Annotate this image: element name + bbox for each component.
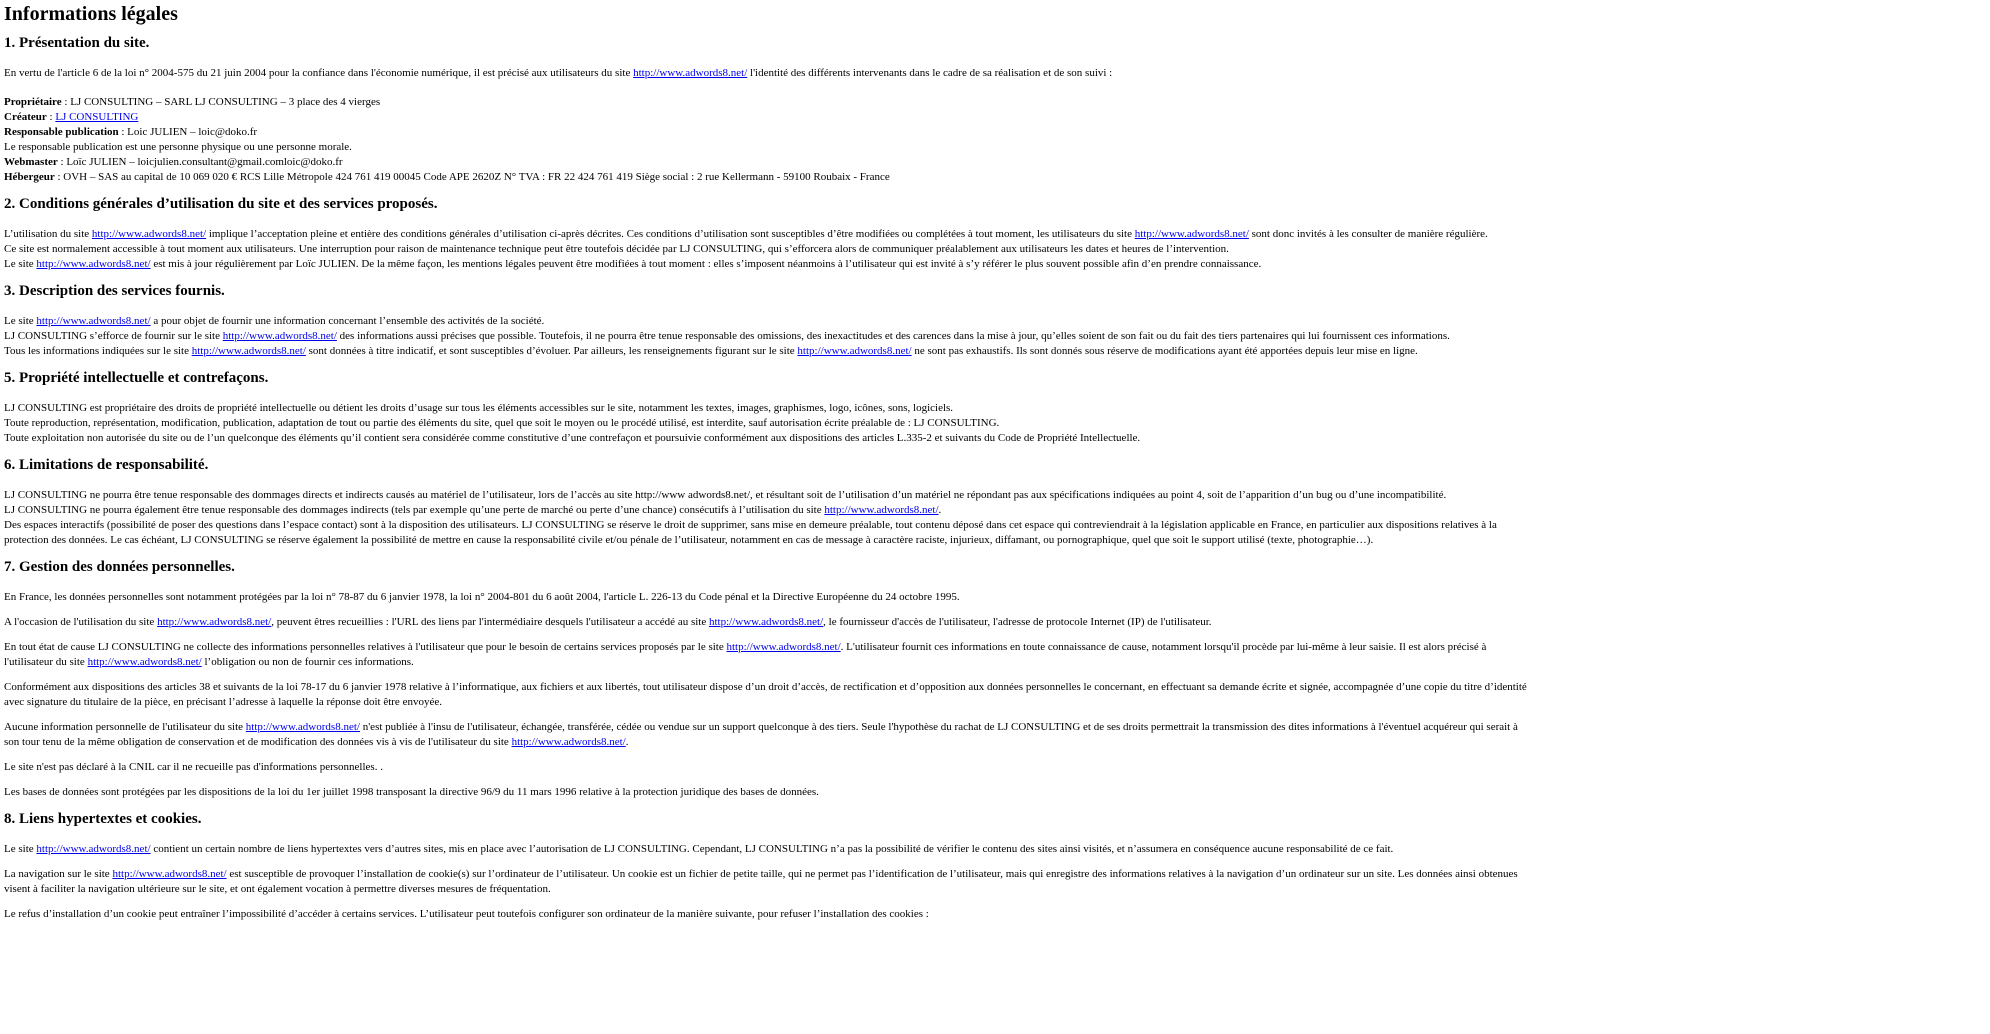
owner-line: Propriétaire : LJ CONSULTING – SARL LJ CONSULTING – 3 place des 4 vierges <box>4 96 381 108</box>
site-link[interactable]: http://www.adwords8.net/ <box>511 736 626 748</box>
cookies-paragraph: Le refus d’installation d’un cookie peut entraîner l’impossibilité d’accéder à certains services. L’utilisateur peut toutefois configurer son ordinateur de la manière suivante, pour refuser l’installation des cookies : <box>4 908 929 920</box>
liability-paragraph: LJ CONSULTING ne pourra être tenue responsable des dommages directs et indirects causés au matériel de l’utilisateur, lors de l’accès au site http://www adwords8.net/, et résultant soit de l’utilisation d’un matériel ne répondant pas aux spécifications indiquées au point 4, soit de l’apparition d’un bug ou d’une incompatibilité. LJ CONSULTING ne pourra également être tenue responsable des dommages indirects (tels par exemple qu’une perte de marché ou perte d’une chance) consécutifs à l’utilisation du site http://www.adwords8.net/. Des espaces interactifs (possibilité de poser des questions dans l’espace contact) sont à la disposition des utilisateurs. LJ CONSULTING se réserve le droit de supprimer, sans mise en demeure préalable, tout contenu déposé dans cet espace qui contreviendrait à la législation applicable en France, en particulier aux dispositions relatives à la protection des données. Le cas échéant, LJ CONSULTING se réserve également la possibilité de mettre en cause la responsabilité civile et/ou pénale de l’utilisateur, notamment en cas de message à caractère raciste, injurieux, diffamant, ou pornographique, quel que soit le support utilisé (texte, photographie…). <box>4 489 1497 546</box>
site-link[interactable]: http://www.adwords8.net/ <box>112 868 227 880</box>
site-link[interactable]: http://www.adwords8.net/ <box>36 843 151 855</box>
section-intellectual-property <box>4 369 1986 446</box>
legal-page <box>0 2 1990 922</box>
creator-line: Créateur : LJ CONSULTING <box>4 111 139 123</box>
section-services <box>4 282 1986 359</box>
services-paragraph: Le site http://www.adwords8.net/ a pour objet de fournir une information concernant l’ensemble des activités de la société. LJ CONSULTING s’efforce de fournir sur le site http://www.adwords8.net/ des informations aussi précises que possible. Toutefois, il ne pourra être tenue responsable des omissions, des inexactitudes et des carences dans la mise à jour, qu’elles soient de son fait ou du fait des tiers partenaires qui lui fournissent ces informations. Tous les informations indiquées sur le site http://www.adwords8.net/ sont données à titre indicatif, et sont susceptibles d’évoluer. Par ailleurs, les renseignements figurant sur le site http://www.adwords8.net/ ne sont pas exhaustifs. Ils sont donnés sous réserve de modifications ayant été apportées depuis leur mise en ligne. <box>4 315 1450 357</box>
identity-block <box>4 95 1986 185</box>
data-paragraph: A l'occasion de l'utilisation du site http://www.adwords8.net/, peuvent êtres recueillies : l'URL des liens par l'intermédiaire desquels l'utilisateur a accédé au site http://www.adwords8.net/, le fournisseur d'accès de l'utilisateur, l'adresse de protocole Internet (IP) de l'utilisateur. <box>4 616 1212 628</box>
section-heading: 5. Propriété intellectuelle et contrefaçons. <box>4 370 269 386</box>
data-paragraph: Aucune information personnelle de l'utilisateur du site http://www.adwords8.net/ n'est publiée à l'insu de l'utilisateur, échangée, transférée, cédée ou vendue sur un support quelconque à des tiers. Seule l'hypothèse du rachat de LJ CONSULTING et de ses droits permettrait la transmission des dites informations à l'éventuel acquéreur qui serait à son tour tenu de la même obligation de conservation et de modification des données vis à vis de l'utilisateur du site http://www.adwords8.net/. <box>4 721 1518 748</box>
site-link[interactable]: http://www.adwords8.net/ <box>36 258 151 270</box>
data-paragraph: Les bases de données sont protégées par les dispositions de la loi du 1er juillet 1998 transposant la directive 96/9 du 11 mars 1996 relative à la protection juridique des bases de données. <box>4 786 819 798</box>
data-paragraph: En tout état de cause LJ CONSULTING ne collecte des informations personnelles relatives à l'utilisateur que pour le besoin de certains services proposés par le site http://www.adwords8.net/. L'utilisateur fournit ces informations en toute connaissance de cause, notamment lorsqu'il procède par lui-même à leur saisie. Il est alors précisé à l'utilisateur du site http://www.adwords8.net/ l’obligation ou non de fournir ces informations. <box>4 641 1487 668</box>
site-link[interactable]: http://www.adwords8.net/ <box>36 315 151 327</box>
section-heading: 3. Description des services fournis. <box>4 283 225 299</box>
section-conditions <box>4 195 1986 272</box>
section-links-cookies <box>4 810 1986 922</box>
data-paragraph: Le site n'est pas déclaré à la CNIL car il ne recueille pas d'informations personnelles. . <box>4 761 383 773</box>
section-liability <box>4 456 1986 548</box>
section-personal-data <box>4 558 1986 800</box>
section-heading: 1. Présentation du site. <box>4 35 150 51</box>
webmaster-line: Webmaster : Loïc JULIEN – loicjulien.consultant@gmail.comloic@doko.fr <box>4 156 343 168</box>
site-link[interactable]: http://www.adwords8.net/ <box>222 330 337 342</box>
section-heading: 8. Liens hypertextes et cookies. <box>4 811 202 827</box>
data-paragraph: Conformément aux dispositions des articles 38 et suivants de la loi 78-17 du 6 janvier 1978 relative à l’informatique, aux fichiers et aux libertés, tout utilisateur dispose d’un droit d’accès, de rectification et d’opposition aux données personnelles le concernant, en effectuant sa demande écrite et signée, accompagnée d’une copie du titre d’identité avec signature du titulaire de la pièce, en précisant l’adresse à laquelle la réponse doit être envoyée. <box>4 681 1527 708</box>
intro-paragraph: En vertu de l'article 6 de la loi n° 2004-575 du 21 juin 2004 pour la confiance dans l'économie numérique, il est précisé aux utilisateurs du site http://www.adwords8.net/ l'identité des différents intervenants dans le cadre de sa réalisation et de son suivi : <box>4 67 1113 79</box>
cookies-paragraph: Le site http://www.adwords8.net/ contient un certain nombre de liens hypertextes vers d’autres sites, mis en place avec l’autorisation de LJ CONSULTING. Cependant, LJ CONSULTING n’a pas la possibilité de vérifier le contenu des sites ainsi visités, et n’assumera en conséquence aucune responsabilité de ce fait. <box>4 843 1394 855</box>
site-link[interactable]: http://www.adwords8.net/ <box>1134 228 1249 240</box>
section-heading: 2. Conditions générales d’utilisation du site et des services proposés. <box>4 196 438 212</box>
host-line: Hébergeur : OVH – SAS au capital de 10 069 020 € RCS Lille Métropole 424 761 419 00045 Code APE 2620Z N° TVA : FR 22 424 761 419 Siège social : 2 rue Kellermann - 59100 Roubaix - France <box>4 171 890 183</box>
ip-paragraph: LJ CONSULTING est propriétaire des droits de propriété intellectuelle ou détient les droits d’usage sur tous les éléments accessibles sur le site, notamment les textes, images, graphismes, logo, icônes, sons, logiciels. Toute reproduction, représentation, modification, publication, adaptation de tout ou partie des éléments du site, quel que soit le moyen ou le procédé utilisé, est interdite, sauf autorisation écrite préalable de : LJ CONSULTING. Toute exploitation non autorisée du site ou de l’un quelconque des éléments qu’il contient sera considérée comme constitutive d’une contrefaçon et poursuivie conformément aux dispositions des articles L.335-2 et suivants du Code de Propriété Intellectuelle. <box>4 402 1141 444</box>
publisher-line: Responsable publication : Loic JULIEN – loic@doko.fr <box>4 126 258 138</box>
site-link[interactable]: http://www.adwords8.net/ <box>87 656 202 668</box>
page-title: Informations légales <box>4 3 178 25</box>
cookies-paragraph: La navigation sur le site http://www.adwords8.net/ est susceptible de provoquer l’installation de cookie(s) sur l’ordinateur de l’utilisateur. Un cookie est un fichier de petite taille, qui ne permet pas l’identification de l’utilisateur, mais qui enregistre des informations relatives à la navigation d’un ordinateur sur un site. Les données ainsi obtenues visent à faciliter la navigation ultérieure sur le site, et ont également vocation à permettre diverses mesures de fréquentation. <box>4 868 1518 895</box>
site-link[interactable]: http://www.adwords8.net/ <box>157 616 272 628</box>
data-paragraph: En France, les données personnelles sont notamment protégées par la loi n° 78-87 du 6 janvier 1978, la loi n° 2004-801 du 6 août 2004, l'article L. 226-13 du Code pénal et la Directive Européenne du 24 octobre 1995. <box>4 591 960 603</box>
publisher-note: Le responsable publication est une personne physique ou une personne morale. <box>4 141 352 153</box>
section-presentation <box>4 34 1986 185</box>
site-link[interactable]: http://www.adwords8.net/ <box>726 641 841 653</box>
site-link[interactable]: http://www.adwords8.net/ <box>708 616 824 628</box>
creator-link[interactable]: LJ CONSULTING <box>55 111 139 123</box>
site-link[interactable]: http://www.adwords8.net/ <box>633 67 748 79</box>
site-link[interactable]: http://www.adwords8.net/ <box>91 228 207 240</box>
section-heading: 6. Limitations de responsabilité. <box>4 457 209 473</box>
conditions-paragraph: L’utilisation du site http://www.adwords8.net/ implique l’acceptation pleine et entière des conditions générales d’utilisation ci-après décrites. Ces conditions d’utilisation sont susceptibles d’être modifiées ou complétées à tout moment, les utilisateurs du site http://www.adwords8.net/ sont donc invités à les consulter de manière régulière. Ce site est normalement accessible à tout moment aux utilisateurs. Une interruption pour raison de maintenance technique peut être toutefois décidée par LJ CONSULTING, qui s’efforcera alors de communiquer préalablement aux utilisateurs les dates et heures de l’intervention. Le site http://www.adwords8.net/ est mis à jour régulièrement par Loïc JULIEN. De la même façon, les mentions légales peuvent être modifiées à tout moment : elles s’imposent néanmoins à l’utilisateur qui est invité à s’y référer le plus souvent possible afin d’en prendre connaissance. <box>4 228 1488 270</box>
section-heading: 7. Gestion des données personnelles. <box>4 559 235 575</box>
site-link[interactable]: http://www.adwords8.net/ <box>824 504 939 516</box>
site-link[interactable]: http://www.adwords8.net/ <box>245 721 360 733</box>
site-link[interactable]: http://www.adwords8.net/ <box>191 345 306 357</box>
site-link[interactable]: http://www.adwords8.net/ <box>797 345 912 357</box>
